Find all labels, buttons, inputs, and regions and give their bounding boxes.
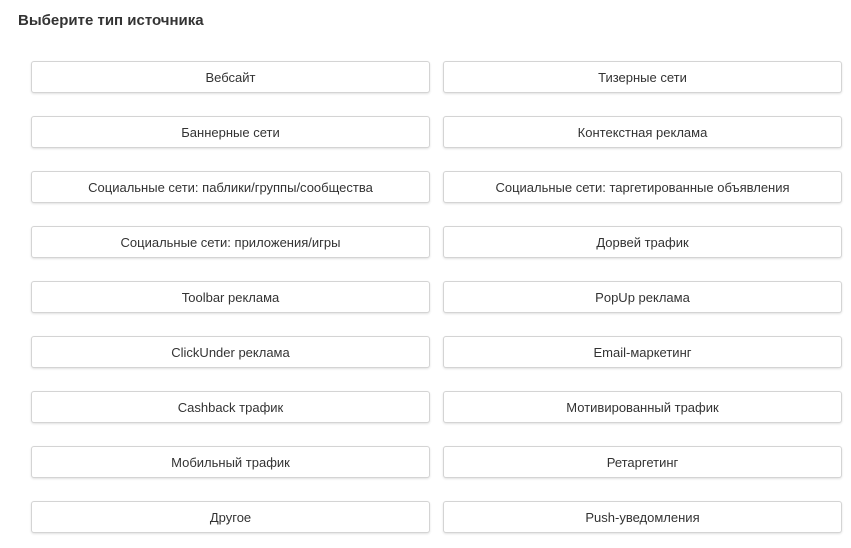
source-social-apps-games-button[interactable]: Социальные сети: приложения/игры [31,226,430,258]
source-teaser-networks-button[interactable]: Тизерные сети [443,61,842,93]
source-email-marketing-button[interactable]: Email-маркетинг [443,336,842,368]
source-retargeting-button[interactable]: Ретаргетинг [443,446,842,478]
source-toolbar-ads-button[interactable]: Toolbar реклама [31,281,430,313]
source-motivated-traffic-button[interactable]: Мотивированный трафик [443,391,842,423]
page-title: Выберите тип источника [18,12,204,29]
source-website-button[interactable]: Вебсайт [31,61,430,93]
source-mobile-traffic-button[interactable]: Мобильный трафик [31,446,430,478]
source-doorway-traffic-button[interactable]: Дорвей трафик [443,226,842,258]
source-social-publics-button[interactable]: Социальные сети: паблики/группы/сообщества [31,171,430,203]
source-push-notifications-button[interactable]: Push-уведомления [443,501,842,533]
source-popup-ads-button[interactable]: PopUp реклама [443,281,842,313]
source-cashback-traffic-button[interactable]: Cashback трафик [31,391,430,423]
source-social-targeted-ads-button[interactable]: Социальные сети: таргетированные объявления [443,171,842,203]
source-type-grid [31,61,842,533]
source-clickunder-ads-button[interactable]: ClickUnder реклама [31,336,430,368]
source-banner-networks-button[interactable]: Баннерные сети [31,116,430,148]
source-other-button[interactable]: Другое [31,501,430,533]
source-contextual-ads-button[interactable]: Контекстная реклама [443,116,842,148]
